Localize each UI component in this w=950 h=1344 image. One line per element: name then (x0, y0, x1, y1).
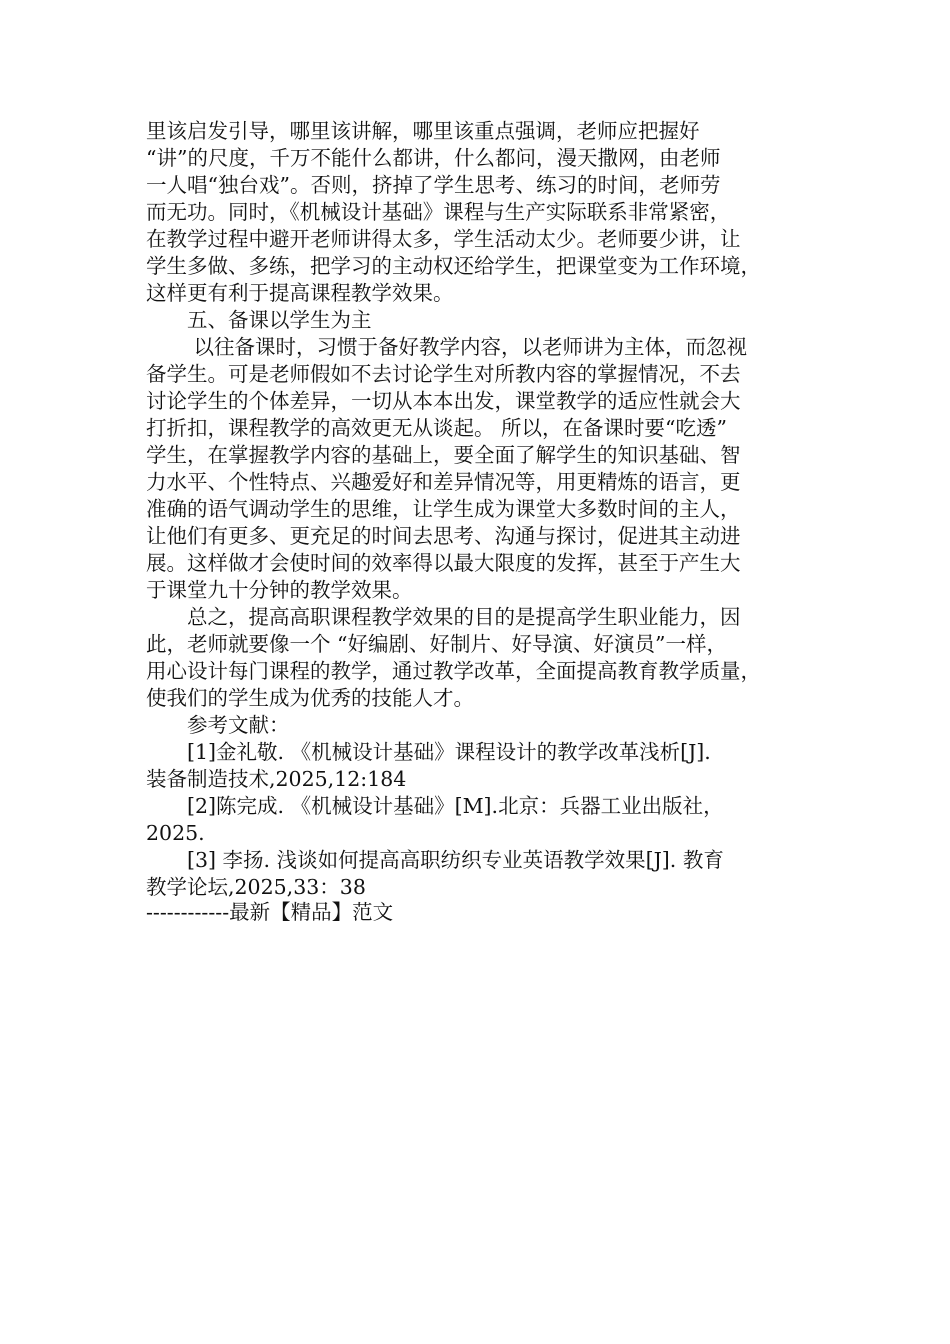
text-line: 总之，提高高职课程教学效果的目的是提高学生职业能力，因 (146, 605, 741, 629)
reference-line: 装备制造技术,2025,12:184 (146, 767, 407, 791)
section-heading: 五、备课以学生为主 (146, 308, 372, 332)
text-line: 备学生。可是老师假如不去讨论学生对所教内容的掌握情况，不去 (146, 362, 741, 386)
text-line: 使我们的学生成为优秀的技能人才。 (146, 686, 474, 710)
reference-line: 教学论坛,2025,33：38 (146, 875, 366, 899)
text-line: 打折扣，课程教学的高效更无从谈起。 所以，在备课时要“吃透” (146, 416, 727, 440)
reference-line: [1]金礼敬. 《机械设计基础》课程设计的教学改革浅析[J]. (146, 740, 711, 764)
text-line: 让他们有更多、更充足的时间去思考、沟通与探讨，促进其主动进 (146, 524, 741, 548)
text-line: 这样更有利于提高课程教学效果。 (146, 281, 454, 305)
reference-line: [2]陈完成. 《机械设计基础》[M].北京：兵器工业出版社， (146, 794, 724, 818)
text-line: 准确的语气调动学生的思维，让学生成为课堂大多数时间的主人， (146, 497, 741, 521)
text-line: 此，老师就要像一个 “好编剧、好制片、好导演、好演员”一样， (146, 632, 727, 656)
text-line: 学生，在掌握教学内容的基础上，要全面了解学生的知识基础、智 (146, 443, 741, 467)
footer-text: ------------最新【精品】范文 (146, 900, 394, 924)
text-line: 用心设计每门课程的教学，通过教学改革，全面提高教育教学质量， (146, 659, 761, 683)
text-line: “讲”的尺度，千万不能什么都讲，什么都问，漫天撒网，由老师 (146, 146, 721, 170)
reference-line: 2025. (146, 821, 205, 845)
text-line: 而无功。同时，《机械设计基础》课程与生产实际联系非常紧密， (146, 200, 731, 224)
document-body (146, 118, 808, 901)
reference-line: [3] 李扬. 浅谈如何提高高职纺织专业英语教学效果[J]. 教育 (146, 848, 724, 872)
text-line: 以往备课时，习惯于备好教学内容，以老师讲为主体，而忽视 (146, 335, 748, 359)
text-line: 讨论学生的个体差异，一切从本本出发，课堂教学的适应性就会大 (146, 389, 741, 413)
text-line: 力水平、个性特点、兴趣爱好和差异情况等，用更精炼的语言，更 (146, 470, 741, 494)
text-line: 学生多做、多练，把学习的主动权还给学生，把课堂变为工作环境， (146, 254, 761, 278)
text-line: 展。这样做才会使时间的效率得以最大限度的发挥，甚至于产生大 (146, 551, 741, 575)
text-line: 一人唱“独台戏”。否则，挤掉了学生思考、练习的时间，老师劳 (146, 173, 721, 197)
references-heading: 参考文献： (146, 713, 290, 737)
text-line: 里该启发引导，哪里该讲解，哪里该重点强调，老师应把握好 (146, 119, 700, 143)
text-line: 在教学过程中避开老师讲得太多，学生活动太少。老师要少讲，让 (146, 227, 741, 251)
text-line: 于课堂九十分钟的教学效果。 (146, 578, 413, 602)
